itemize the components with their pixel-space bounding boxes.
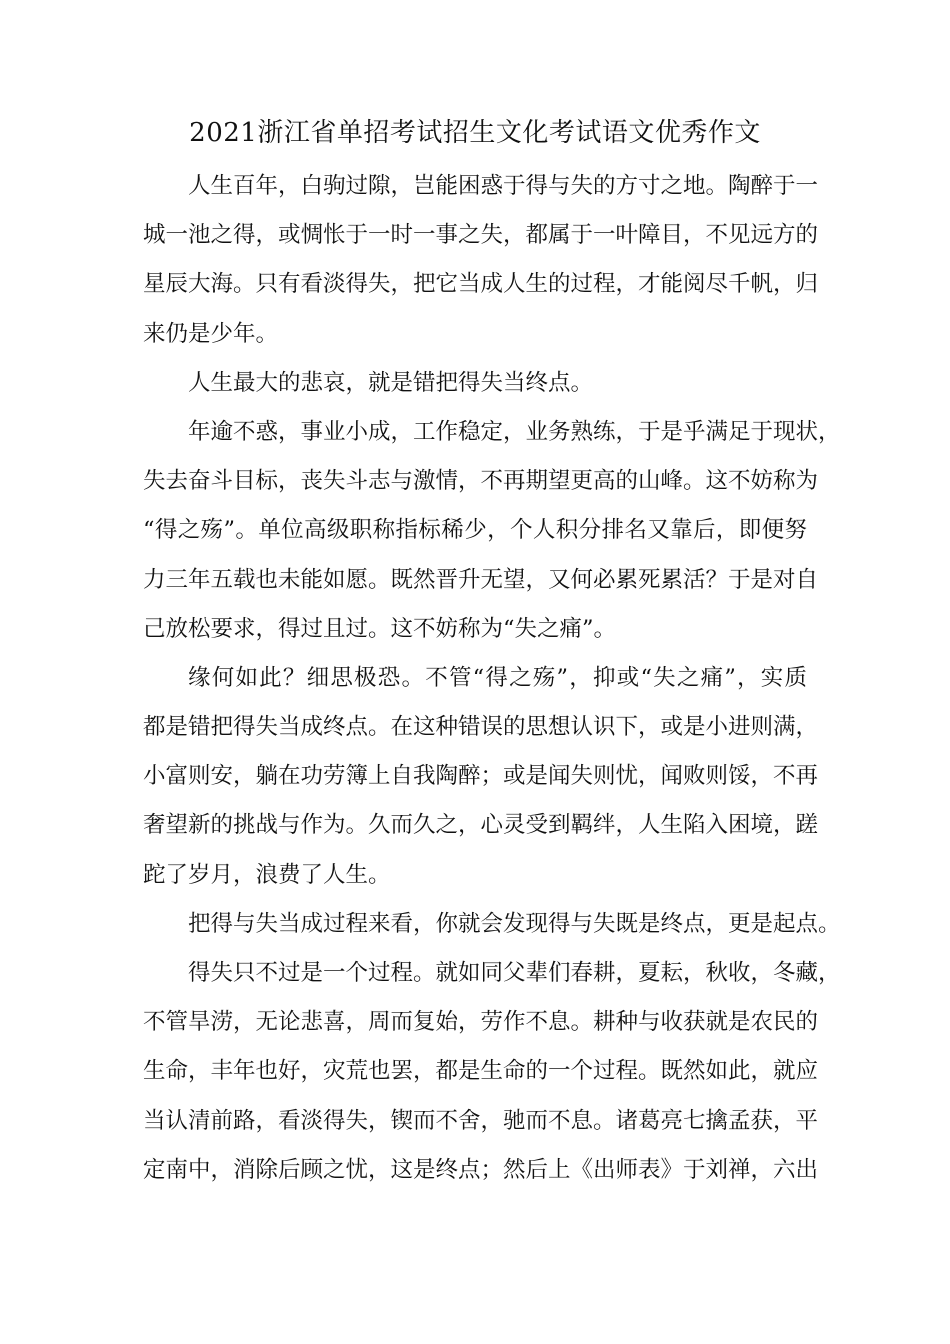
document-title: 2021浙江省单招考试招生文化考试语文优秀作文 xyxy=(189,118,761,148)
text-line: 把得与失当成过程来看，你就会发现得与失既是终点，更是起点。 xyxy=(188,910,841,937)
paragraph-6 xyxy=(143,949,841,1195)
text-line: 人生百年，白驹过隙，岂能困惑于得与失的方寸之地。陶醉于一 xyxy=(188,173,819,199)
paragraph-2 xyxy=(143,359,807,408)
text-line: 得失只不过是一个过程。就如同父辈们春耕，夏耘，秋收，冬藏， xyxy=(188,960,841,986)
text-line: 城一池之得，或惆怅于一时一事之失，都属于一叶障目，不见远方的 xyxy=(143,222,819,249)
paragraph-1 xyxy=(143,162,819,359)
text-line: 跎了岁月，浪费了人生。 xyxy=(143,861,391,888)
text-line: 年逾不惑，事业小成，工作稳定，业务熟练，于是乎满足于现状， xyxy=(188,418,841,445)
text-line: 小富则安，躺在功劳簿上自我陶醉；或是闻失则忧，闻败则馁，不再 xyxy=(143,763,819,790)
text-line: “得之殇”。单位高级职称指标稀少，个人积分排名又靠后，即便努 xyxy=(143,517,807,544)
text-line: 星辰大海。只有看淡得失，把它当成人生的过程，才能阅尽千帆，归 xyxy=(143,271,819,298)
text-line: 力三年五载也未能如愿。既然晋升无望，又何必累死累活？于是对自 xyxy=(143,566,819,593)
text-line: 生命，丰年也好，灾荒也罢，都是生命的一个过程。既然如此，就应 xyxy=(143,1058,819,1085)
text-line: 都是错把得失当成终点。在这种错误的思想认识下，或是小进则满， xyxy=(143,714,819,741)
text-line: 当认清前路，看淡得失，锲而不舍，驰而不息。诸葛亮七擒孟获，平 xyxy=(143,1107,819,1134)
document-body xyxy=(143,162,841,1195)
text-line: 失去奋斗目标，丧失斗志与激情，不再期望更高的山峰。这不妨称为 xyxy=(143,468,819,495)
text-line: 奢望新的挑战与作为。久而久之，心灵受到羁绊，人生陷入困境，蹉 xyxy=(143,812,819,839)
text-line: 不管旱涝，无论悲喜，周而复始，劳作不息。耕种与收获就是农民的 xyxy=(143,1009,819,1036)
text-line: 人生最大的悲哀，就是错把得失当终点。 xyxy=(188,369,594,396)
paragraph-5 xyxy=(143,900,841,949)
text-line: 己放松要求，得过且过。这不妨称为“失之痛”。 xyxy=(143,615,617,642)
paragraph-4 xyxy=(143,654,819,900)
text-line: 定南中，消除后顾之忧，这是终点；然后上《出师表》于刘禅，六出 xyxy=(143,1156,819,1183)
text-line: 缘何如此？细思极恐。不管“得之殇”，抑或“失之痛”，实质 xyxy=(188,664,807,691)
paragraph-3 xyxy=(143,408,841,654)
text-line: 来仍是少年。 xyxy=(143,320,279,347)
